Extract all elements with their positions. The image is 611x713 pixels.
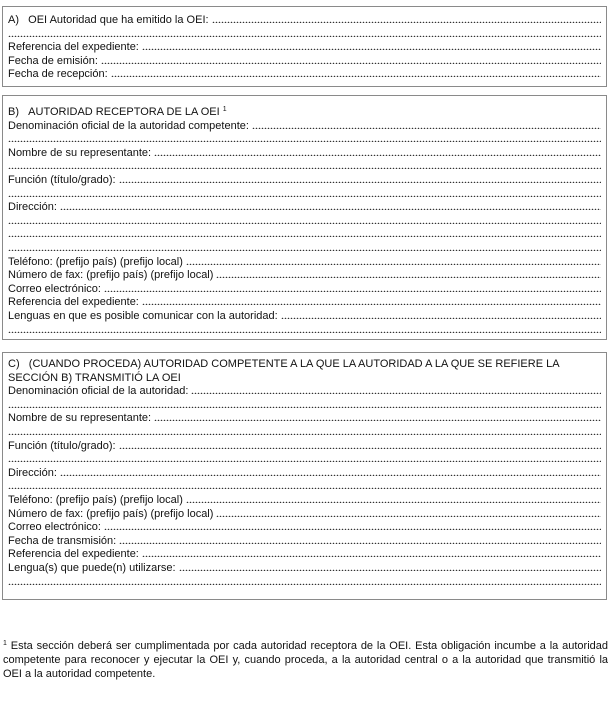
field-label: Nombre de su representante:	[8, 146, 152, 159]
fax-field[interactable]	[216, 269, 601, 278]
fax-field[interactable]	[216, 508, 601, 517]
blank-line	[8, 426, 601, 440]
field-label: Nombre de su representante:	[8, 412, 152, 425]
function-field-cont[interactable]	[8, 188, 601, 197]
authority-name-field[interactable]	[191, 385, 601, 394]
phone-field[interactable]	[186, 256, 601, 265]
blank-line	[8, 188, 601, 202]
field-row	[8, 310, 601, 324]
case-reference-field[interactable]	[142, 41, 601, 50]
field-row	[8, 68, 601, 82]
field-label: Fecha de transmisión:	[8, 534, 117, 547]
blank-line	[8, 215, 601, 229]
blank-line	[8, 160, 601, 174]
footnote-marker: 1	[3, 640, 7, 647]
footnote-ref: 1	[222, 106, 227, 113]
field-row	[8, 535, 601, 549]
languages-field[interactable]	[179, 562, 601, 571]
blank-line	[8, 228, 601, 242]
case-reference-field[interactable]	[142, 548, 601, 557]
address-field[interactable]	[60, 467, 601, 476]
field-label: Fecha de emisión:	[8, 54, 98, 67]
field-label: Teléfono: (prefijo país) (prefijo local)	[8, 493, 183, 506]
field-label: Número de fax: (prefijo país) (prefijo local)	[8, 507, 214, 520]
blank-line	[8, 480, 601, 494]
field-row	[8, 508, 601, 522]
field-label: Teléfono: (prefijo país) (prefijo local)	[8, 255, 183, 268]
section-b-heading: B) AUTORIDAD RECEPTORA DE LA OEI	[8, 106, 220, 118]
field-label: Lenguas en que es posible comunicar con la autoridad:	[8, 309, 278, 322]
phone-field[interactable]	[186, 494, 601, 503]
field-label: Referencia del expediente:	[8, 548, 139, 561]
issue-date-field[interactable]	[101, 55, 601, 64]
blank-line	[8, 133, 601, 147]
languages-field-cont[interactable]	[8, 576, 601, 585]
email-field[interactable]	[104, 283, 601, 292]
field-label: Fecha de recepción:	[8, 68, 108, 81]
representative-field-cont[interactable]	[8, 160, 601, 169]
authority-name-field[interactable]	[252, 120, 601, 129]
field-row	[8, 269, 601, 283]
field-label: Denominación oficial de la autoridad:	[8, 385, 189, 398]
case-reference-field[interactable]	[142, 296, 601, 305]
section-a-box	[2, 6, 607, 87]
blank-line	[8, 399, 601, 413]
blank-line	[8, 324, 601, 338]
field-label: Número de fax: (prefijo país) (prefijo local)	[8, 269, 214, 282]
address-field[interactable]	[60, 201, 601, 210]
field-row	[8, 120, 601, 134]
section-c-box	[2, 352, 607, 600]
field-row	[8, 385, 601, 399]
function-field[interactable]	[119, 174, 601, 183]
authority-name-field-cont[interactable]	[8, 133, 601, 142]
transmission-date-field[interactable]	[119, 535, 601, 544]
field-label: Correo electrónico:	[8, 282, 101, 295]
section-c-heading: C) (CUANDO PROCEDA) AUTORIDAD COMPETENTE A LA QUE LA AUTORIDAD A LA QUE SE REFIERE LA SECCIÓN B) TRANSMITIÓ LA OEI	[8, 358, 559, 384]
section-a-heading-row	[8, 14, 601, 28]
field-row	[8, 201, 601, 215]
field-label: Lengua(s) que puede(n) utilizarse:	[8, 561, 176, 574]
representative-field[interactable]	[154, 412, 601, 421]
issuing-authority-field[interactable]	[212, 14, 601, 23]
field-row	[8, 548, 601, 562]
representative-field[interactable]	[154, 147, 601, 156]
field-row	[8, 494, 601, 508]
languages-field[interactable]	[281, 310, 601, 319]
blank-line	[8, 453, 601, 467]
address-field-cont[interactable]	[8, 480, 601, 489]
blank-line	[8, 28, 601, 42]
blank-line	[8, 242, 601, 256]
field-label: Denominación oficial de la autoridad competente:	[8, 119, 249, 132]
languages-field-cont[interactable]	[8, 324, 601, 333]
section-c-heading-row	[8, 358, 601, 385]
receipt-date-field[interactable]	[111, 68, 601, 77]
field-label: Dirección:	[8, 466, 57, 479]
email-field[interactable]	[104, 521, 601, 530]
address-field-cont[interactable]	[8, 228, 601, 237]
function-field-cont[interactable]	[8, 453, 601, 462]
field-row	[8, 562, 601, 576]
field-row	[8, 296, 601, 310]
field-row	[8, 412, 601, 426]
representative-field-cont[interactable]	[8, 426, 601, 435]
blank-line	[8, 576, 601, 590]
footnote	[3, 637, 608, 681]
function-field[interactable]	[119, 440, 601, 449]
footnote-text: Esta sección deberá ser cumplimentada por cada autoridad receptora de la OEI. Esta obligación incumbe a la autoridad competente para reconocer y ejecutar la OEI y, cuando proceda, a la autoridad central o a la autoridad que transmitió la OEI a la autoridad competente.	[3, 640, 608, 680]
field-row	[8, 256, 601, 270]
section-b-box	[2, 95, 607, 340]
field-label: Correo electrónico:	[8, 521, 101, 534]
section-a-heading: A) OEI Autoridad que ha emitido la OEI:	[8, 14, 209, 26]
field-row	[8, 174, 601, 188]
address-field-cont[interactable]	[8, 242, 601, 251]
field-row	[8, 55, 601, 69]
authority-name-field-cont[interactable]	[8, 399, 601, 408]
field-row	[8, 147, 601, 161]
section-b-heading-row	[8, 103, 601, 120]
field-row	[8, 283, 601, 297]
address-field-cont[interactable]	[8, 215, 601, 224]
field-label: Referencia del expediente:	[8, 41, 139, 54]
field-row	[8, 521, 601, 535]
field-label: Referencia del expediente:	[8, 296, 139, 309]
field-label: Función (título/grado):	[8, 439, 116, 452]
field-row	[8, 467, 601, 481]
field-row	[8, 440, 601, 454]
issuing-authority-field-cont[interactable]	[8, 28, 601, 37]
field-label: Dirección:	[8, 201, 57, 214]
field-label: Función (título/grado):	[8, 173, 116, 186]
field-row	[8, 41, 601, 55]
